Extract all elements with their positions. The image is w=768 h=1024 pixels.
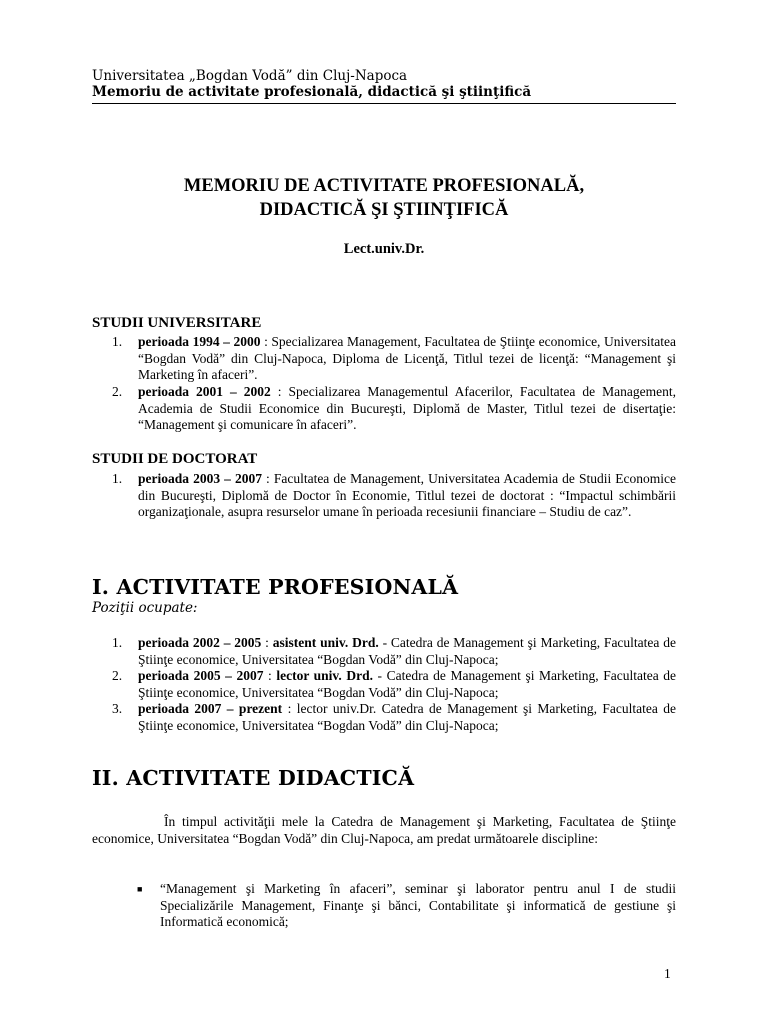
page-title	[92, 174, 676, 222]
list-item-period: perioada 1994 – 2000	[138, 334, 261, 349]
positions-label: Poziţii ocupate:	[92, 600, 198, 616]
list-item-number: 1.	[112, 635, 123, 650]
page-number: 1	[664, 966, 671, 981]
section-heading-studii-doctorat: STUDII DE DOCTORAT	[92, 451, 258, 467]
list-item-separator: :	[282, 701, 297, 716]
list-item-number: 2.	[112, 384, 123, 399]
list-item	[92, 881, 676, 931]
section-heading-studii-universitare: STUDII UNIVERSITARE	[92, 315, 262, 331]
list-item-period: perioada 2005 – 2007	[138, 668, 264, 683]
page-title-line-1: MEMORIU DE ACTIVITATE PROFESIONALĂ,	[183, 176, 585, 196]
list-item-role: asistent univ. Drd.	[272, 635, 379, 650]
list-item-number: 1.	[112, 471, 123, 486]
list-item-period: perioada 2007 – prezent	[138, 701, 283, 716]
list-item-number: 1.	[112, 334, 123, 349]
list-item-number: 2.	[112, 668, 123, 683]
section-heading-activitate-didactica: II. ACTIVITATE DIDACTICĂ	[92, 766, 415, 790]
list-item-text: “Management şi Marketing în afaceri”, seminar şi laborator pentru anul I de studii Specializările Management, Finanţe şi bănci, Contabilitate şi informatică de gestiune şi Informatică economică;	[160, 881, 676, 929]
list-item	[92, 384, 676, 434]
list-item-text: lector univ.Dr. Catedra de Management şi Marketing, Facultatea de Ştiinţe economice, Universitatea “Bogdan Vodă” din Cluj-Napoca;	[138, 701, 676, 733]
list-item-text: : Facultatea de Management, Universitatea Academia de Studii Economice din Bucureşti, Diplomă de Doctor în Economie, Titlul tezei de doctorat : “Impactul schimbării organizaţionale, asupra resurselor umane în perioada recesiunii financiare – Studiu de caz”.	[138, 471, 676, 519]
list-item-period: perioada 2003 – 2007	[138, 471, 262, 486]
list-item	[92, 334, 676, 384]
bullet-square-icon: ■	[137, 884, 143, 894]
list-item-period: perioada 2001 – 2002	[138, 384, 271, 399]
list-item-text: - Catedra de Management şi Marketing, Facultatea de Ştiinţe economice, Universitatea “Bogdan Vodă” din Cluj-Napoca;	[138, 668, 677, 700]
list-item-number: 3.	[112, 701, 123, 716]
header-university: Universitatea „Bogdan Vodă” din Cluj-Napoca	[92, 68, 408, 84]
list-item	[92, 635, 676, 668]
list-item	[92, 471, 676, 521]
section-heading-activitate-profesionala: I. ACTIVITATE PROFESIONALĂ	[92, 575, 459, 599]
list-item	[92, 668, 676, 701]
list-item-text: - Catedra de Management şi Marketing, Facultatea de Ştiinţe economice, Universitatea “Bogdan Vodă” din Cluj-Napoca;	[138, 635, 676, 667]
list-item-period: perioada 2002 – 2005	[138, 635, 262, 650]
header-document-title: Memoriu de activitate profesională, didactică şi ştiinţifică	[92, 84, 532, 100]
header-divider	[92, 103, 676, 104]
author-title: Lect.univ.Dr.	[343, 241, 425, 257]
list-item-text: : Specializarea Managementul Afacerilor, Facultatea de Management, Academia de Studii Economice din Bucureşti, Diplomă de Master, Titlul tezei de disertaţie: “Management şi comunicare în afaceri”.	[138, 384, 676, 432]
list-item-separator: :	[261, 635, 273, 650]
page-title-line-2: DIDACTICĂ ŞI ŞTIINŢIFICĂ	[259, 200, 509, 220]
list-item-text: : Specializarea Management, Facultatea de Ştiinţe economice, Universitatea “Bogdan Vodă” din Cluj-Napoca, Diploma de Licenţă, Titlul tezei de licenţă: “Management şi Marketing în afaceri”.	[138, 334, 676, 382]
didactic-paragraph: În timpul activităţii mele la Catedra de Management şi Marketing, Facultatea de Ştiinţe economice, Universitatea “Bogdan Vodă” din Cluj-Napoca, am predat următoarele discipline:	[92, 814, 676, 846]
list-item-separator: :	[263, 668, 277, 683]
list-item	[92, 701, 676, 734]
list-item-role: lector univ. Drd.	[276, 668, 373, 683]
